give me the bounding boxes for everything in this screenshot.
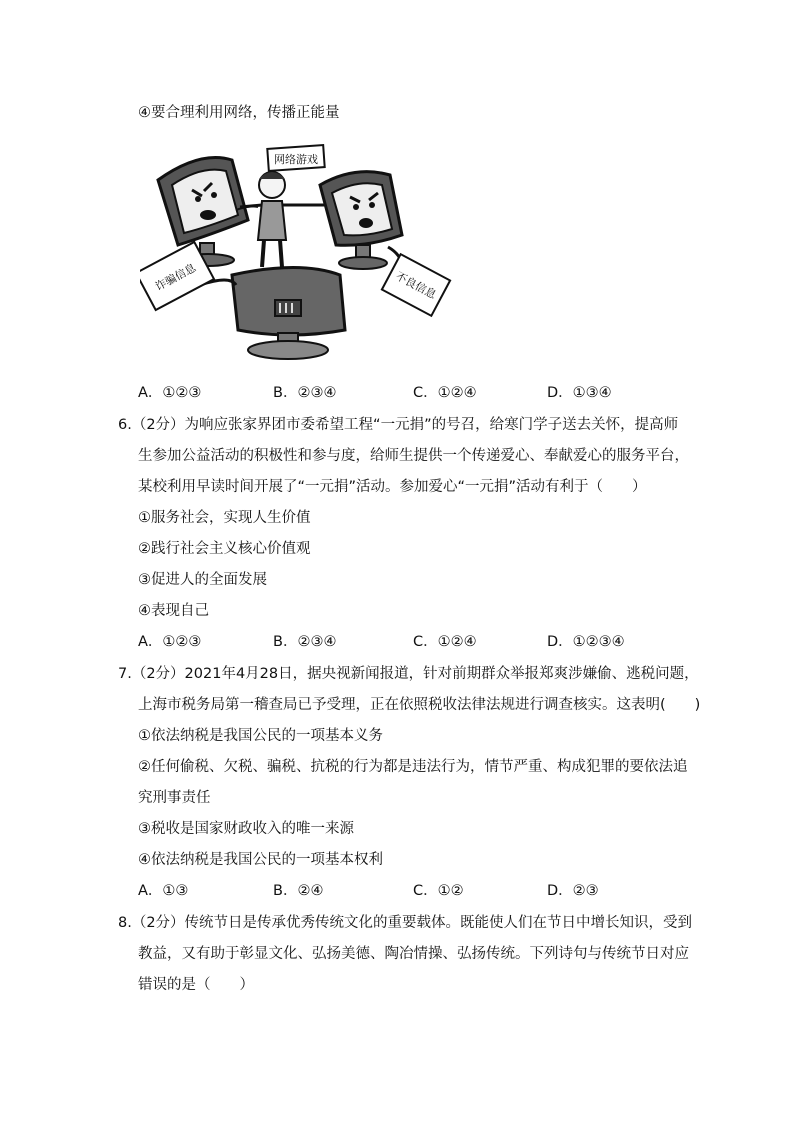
q5-option-c: C．①②④: [413, 385, 477, 401]
q6-stem-line-3: 某校利用早读时间开展了“一元捐”活动。参加爱心“一元捐”活动有利于（ ）: [138, 479, 647, 495]
q6-statement-3: ③促进人的全面发展: [138, 572, 267, 588]
left-monitor: [158, 158, 248, 267]
q7-stem-line-2: 上海市税务局第一稽查局已予受理，正在依照税收法律法规进行调查核实。这表明( ): [138, 697, 701, 713]
child-figure: [240, 172, 325, 267]
q5-option-b: B．②③④: [273, 385, 337, 401]
q7-statement-2a: ②任何偷税、欠税、骗税、抗税的行为都是违法行为，情节严重、构成犯罪的要依法追: [138, 759, 688, 775]
q6-statement-1: ①服务社会，实现人生价值: [138, 510, 311, 526]
q7-statement-1: ①依法纳税是我国公民的一项基本义务: [138, 728, 383, 744]
q5-statement-4: ④要合理利用网络，传播正能量: [138, 105, 340, 121]
svg-text:网络游戏: 网络游戏: [274, 153, 318, 166]
q7-option-d: D．②③: [547, 883, 599, 899]
q7-option-b: B．②④: [273, 883, 324, 899]
q7-option-c: C．①②: [413, 883, 464, 899]
q6-option-a: A．①②③: [138, 634, 202, 650]
q7-stem-line-1: 7.（2分）2021年4月28日，据央视新闻报道，针对前期群众举报郑爽涉嫌偷、逃税问题，: [118, 666, 699, 682]
q5-option-a: A．①②③: [138, 385, 202, 401]
svg-text:诈骗信息: 诈骗信息: [153, 261, 199, 294]
q8-stem-line-1: 8.（2分）传统节日是传承优秀传统文化的重要载体。既能使人们在节日中增长知识，受到: [118, 915, 693, 931]
svg-text:不良信息: 不良信息: [393, 269, 439, 302]
q6-option-c: C．①②④: [413, 634, 477, 650]
q6-stem-line-2: 生参加公益活动的积极性和参与度，给师生提供一个传递爱心、奉献爱心的服务平台，: [138, 448, 689, 464]
q6-option-b: B．②③④: [273, 634, 337, 650]
right-monitor: [320, 172, 402, 269]
q7-statement-3: ③税收是国家财政收入的唯一来源: [138, 821, 354, 837]
q6-statement-2: ②践行社会主义核心价值观: [138, 541, 311, 557]
q7-statement-4: ④依法纳税是我国公民的一项基本权利: [138, 852, 383, 868]
q6-stem-line-1: 6.（2分）为响应张家界团市委希望工程“一元捐”的号召，给寒门学子送去关怀，提高师: [118, 417, 679, 433]
q8-stem-line-2: 教益，又有助于彰显文化、弘扬美德、陶冶情操、弘扬传统。下列诗句与传统节日对应: [138, 946, 689, 962]
q7-option-a: A．①③: [138, 883, 189, 899]
q7-statement-2b: 究刑事责任: [138, 790, 211, 806]
q6-statement-4: ④表现自己: [138, 603, 209, 619]
q5-cartoon-illustration: [140, 135, 452, 365]
sign-online-games: [267, 145, 324, 171]
q6-option-d: D．①②③④: [547, 634, 625, 650]
q5-option-d: D．①③④: [547, 385, 612, 401]
sign-harmful-info: [382, 254, 450, 316]
q8-stem-line-3: 错误的是（ ）: [138, 977, 254, 993]
bottom-monitor: [232, 268, 345, 360]
